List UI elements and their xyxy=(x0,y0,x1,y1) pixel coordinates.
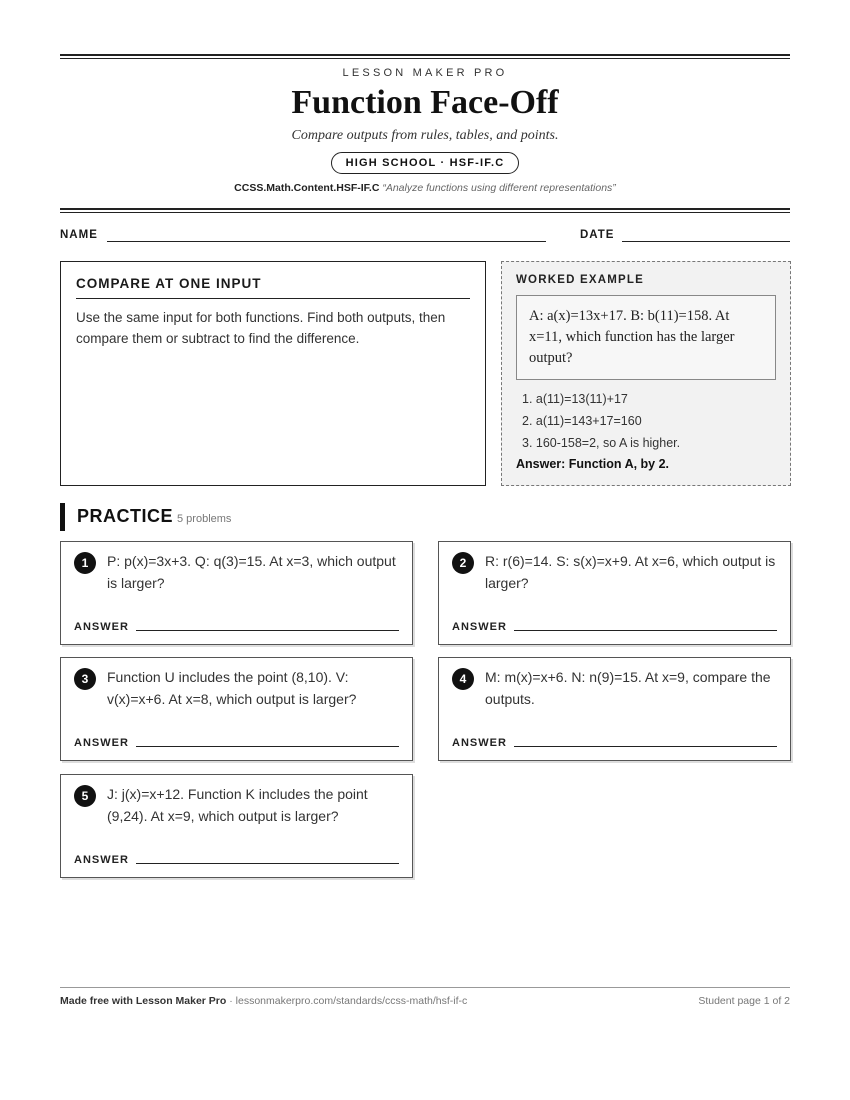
header-bottom-rule xyxy=(60,208,790,213)
worked-example-step: 1. a(11)=13(11)+17 xyxy=(522,392,628,406)
problem-text: P: p(x)=3x+3. Q: q(3)=15. At x=3, which output is larger? xyxy=(107,553,396,591)
problem-card-5 xyxy=(60,774,413,878)
header-top-rule xyxy=(60,54,790,59)
date-label: DATE xyxy=(580,229,615,241)
answer-label: ANSWER xyxy=(74,737,129,749)
answer-field[interactable] xyxy=(136,630,399,631)
practice-accent-bar xyxy=(60,503,65,531)
worked-example-steps xyxy=(516,388,776,454)
worksheet-subtitle: Compare outputs from rules, tables, and points. xyxy=(291,128,559,143)
problem-number: 5 xyxy=(74,785,96,807)
worked-example-step: 3. 160-158=2, so A is higher. xyxy=(522,436,681,450)
footer-made-with: Made free with Lesson Maker Pro xyxy=(60,995,227,1007)
concept-title: COMPARE AT ONE INPUT xyxy=(76,276,470,299)
worked-example-box xyxy=(501,261,791,486)
problem-card-4 xyxy=(438,657,791,761)
practice-count: 5 problems xyxy=(177,513,232,525)
practice-label: PRACTICE xyxy=(77,506,174,526)
footer-rule xyxy=(60,987,790,988)
date-field[interactable] xyxy=(622,241,790,242)
problem-card-3 xyxy=(60,657,413,761)
problem-text: R: r(6)=14. S: s(x)=x+9. At x=6, which output is larger? xyxy=(485,553,776,591)
problem-card-2 xyxy=(438,541,791,645)
name-label: NAME xyxy=(60,229,98,241)
name-field[interactable] xyxy=(107,241,546,242)
worked-example-answer: Answer: Function A, by 2. xyxy=(516,457,670,471)
worksheet-title: Function Face-Off xyxy=(291,84,559,121)
problem-number: 1 xyxy=(74,552,96,574)
grade-standard-badge: HIGH SCHOOL · HSF-IF.C xyxy=(331,152,520,174)
worked-example-title: WORKED EXAMPLE xyxy=(516,274,644,286)
concept-box xyxy=(60,261,486,486)
answer-field[interactable] xyxy=(514,746,777,747)
footer-url[interactable]: · lessonmakerpro.com/standards/ccss-math/hsf-if-c xyxy=(226,995,468,1007)
worked-example-question: A: a(x)=13x+17. B: b(11)=158. At x=11, which function has the larger output? xyxy=(516,295,776,380)
standard-code: CCSS.Math.Content.HSF-IF.C xyxy=(234,182,380,194)
footer-page-number: Student page 1 of 2 xyxy=(698,995,790,1007)
standard-reference xyxy=(60,182,790,194)
problem-number: 4 xyxy=(452,668,474,690)
worksheet-page xyxy=(60,0,790,1100)
answer-label: ANSWER xyxy=(452,621,507,633)
problem-card-1 xyxy=(60,541,413,645)
answer-label: ANSWER xyxy=(74,621,129,633)
problem-number: 2 xyxy=(452,552,474,574)
problem-text: J: j(x)=x+12. Function K includes the point (9,24). At x=9, which output is larger? xyxy=(107,786,368,824)
footer-credit xyxy=(60,995,467,1007)
answer-field[interactable] xyxy=(136,863,399,864)
answer-field[interactable] xyxy=(136,746,399,747)
answer-field[interactable] xyxy=(514,630,777,631)
student-info-row xyxy=(60,229,790,245)
worked-example-step: 2. a(11)=143+17=160 xyxy=(522,414,642,428)
concept-body: Use the same input for both functions. Find both outputs, then compare them or subtract to find the difference. xyxy=(76,310,446,346)
problem-text: Function U includes the point (8,10). V: v(x)=x+6. At x=8, which output is larger? xyxy=(107,669,357,707)
answer-label: ANSWER xyxy=(74,854,129,866)
standard-description: “Analyze functions using different representations” xyxy=(382,182,616,194)
problem-number: 3 xyxy=(74,668,96,690)
problem-text: M: m(x)=x+6. N: n(9)=15. At x=9, compare the outputs. xyxy=(485,669,771,707)
brand-name: LESSON MAKER PRO xyxy=(342,67,508,79)
answer-label: ANSWER xyxy=(452,737,507,749)
